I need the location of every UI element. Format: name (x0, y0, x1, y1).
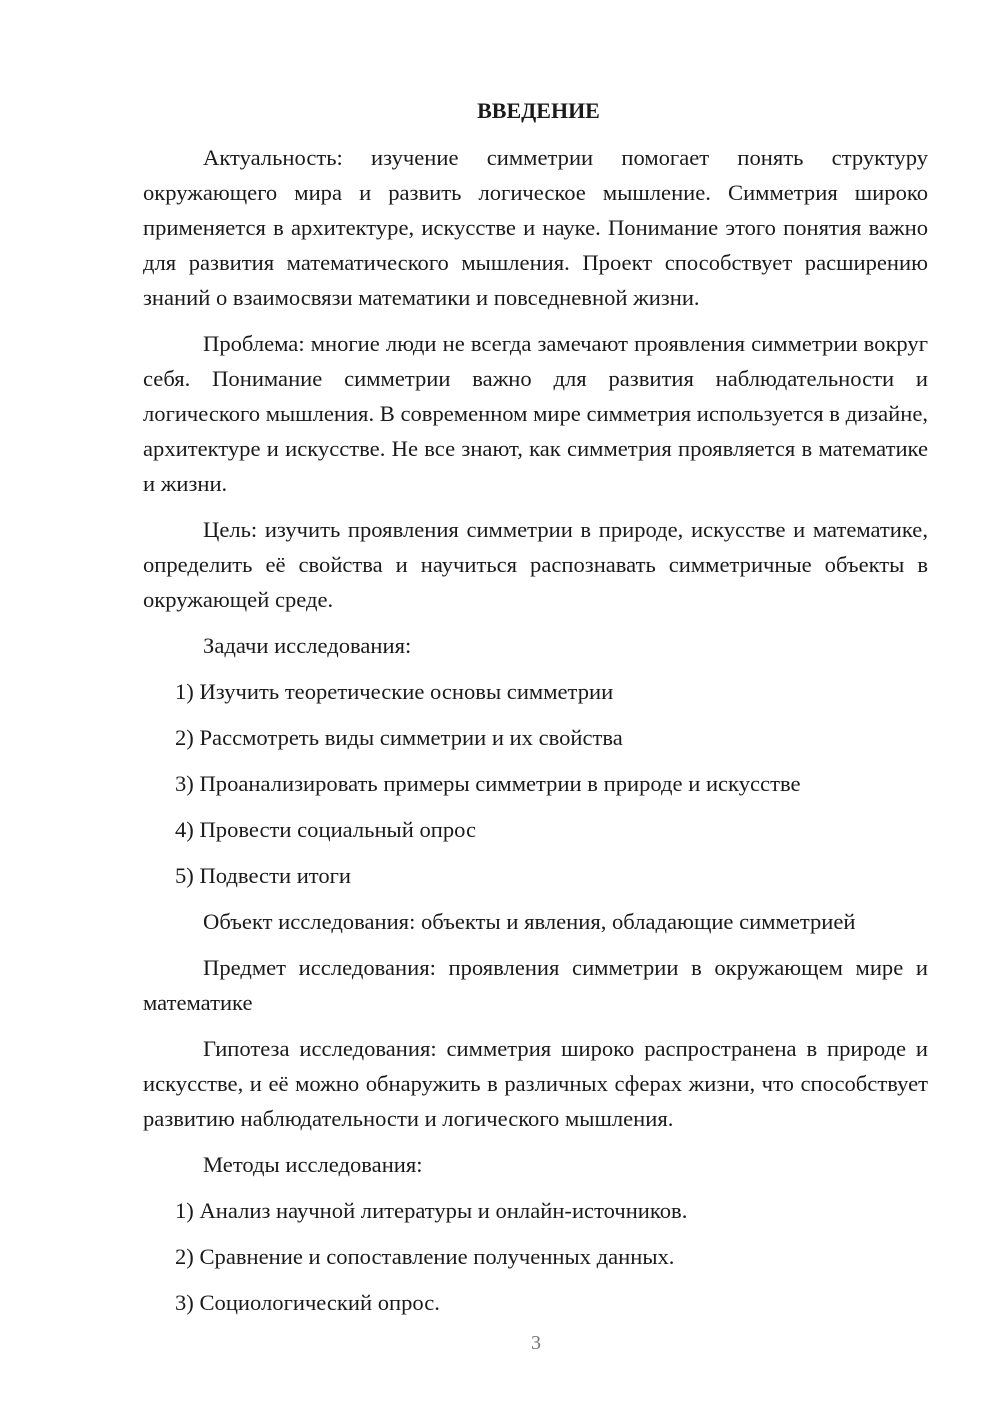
list-item: 5) Подвести итоги (175, 863, 352, 888)
list-item: 2) Рассмотреть виды симметрии и их свойства (175, 725, 623, 750)
list-item: 1) Изучить теоретические основы симметрии (175, 679, 614, 704)
list-item: 1) Анализ научной литературы и онлайн-источников. (175, 1198, 688, 1223)
problem-paragraph: Проблема: многие люди не всегда замечают проявления симметрии вокруг себя. Понимание симметрии важно для развития наблюдательности и логического мышления. В современном мире симметрия используется в дизайне, архитектуре и искусстве. Не все знают, как симметрия проявляется в математике и жизни. (143, 331, 928, 496)
list-item: 3) Социологический опрос. (175, 1290, 440, 1315)
tasks-list (143, 674, 928, 893)
goal-paragraph: Цель: изучить проявления симметрии в природе, искусстве и математике, определить её свойства и научиться распознавать симметричные объекты в окружающей среде. (143, 517, 928, 612)
list-item: 3) Проанализировать примеры симметрии в природе и искусстве (175, 771, 801, 796)
subject-paragraph: Предмет исследования: проявления симметрии в окружающем мире и математике (143, 955, 928, 1015)
document-page (143, 96, 928, 1331)
methods-title: Методы исследования: (203, 1152, 423, 1177)
hypothesis-paragraph: Гипотеза исследования: симметрия широко распространена в природе и искусстве, и её можно обнаружить в различных сферах жизни, что способствует развитию наблюдательности и логического мышления. (143, 1036, 928, 1131)
object-paragraph: Объект исследования: объекты и явления, обладающие симметрией (203, 909, 856, 934)
tasks-title: Задачи исследования: (203, 633, 412, 658)
list-item: 2) Сравнение и сопоставление полученных данных. (175, 1244, 675, 1269)
list-item: 4) Провести социальный опрос (175, 817, 477, 842)
section-heading: ВВЕДЕНИЕ (477, 98, 600, 123)
relevance-paragraph: Актуальность: изучение симметрии помогает понять структуру окружающего мира и развить логическое мышление. Симметрия широко применяется в архитектуре, искусстве и науке. Понимание этого понятия важно для развития математического мышления. Проект способствует расширению знаний о взаимосвязи математики и повседневной жизни. (143, 145, 928, 310)
methods-list (143, 1193, 928, 1320)
page-number: 3 (531, 1332, 541, 1354)
